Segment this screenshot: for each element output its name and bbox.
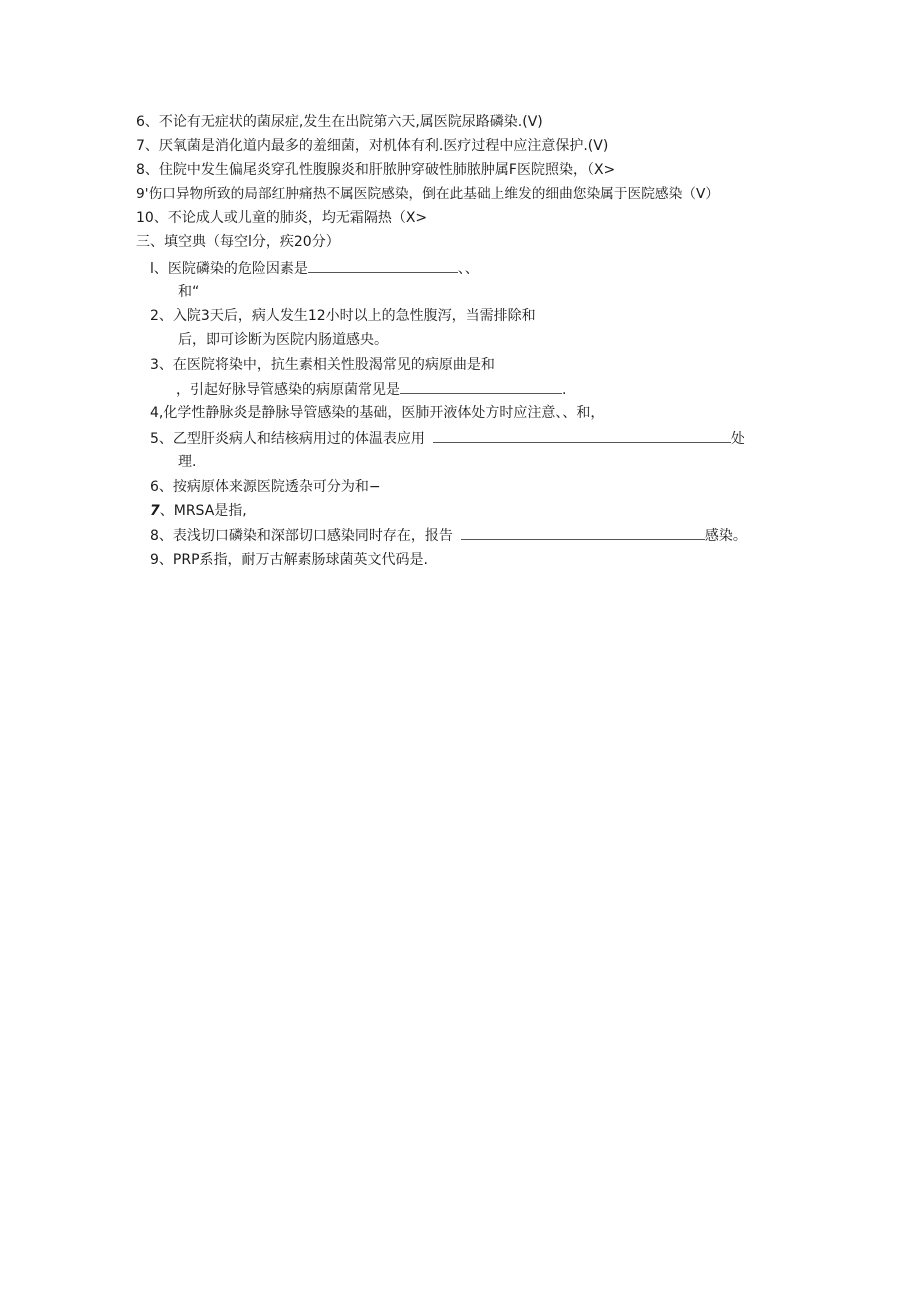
question-4: 4,化学性静脉炎是静脉导管感染的基础，医肺开液体处方时应注意、、和，	[150, 405, 605, 421]
question-5-line-2: 理.	[178, 454, 197, 470]
answer-blank	[461, 525, 705, 540]
question-3-tail: .	[562, 382, 567, 398]
question-3-line-2	[176, 379, 566, 400]
judgment-8: 8、住院中发生偏尾炎穿孔性腹腺炎和肝脓肿穿破性肺脓肿属F医院照染，（X>	[136, 162, 616, 178]
question-7-text: 、MRSA是指,	[159, 503, 247, 519]
question-2-line-2: 后，即可诊断为医院内肠道感央。	[178, 332, 388, 348]
question-9: 9、PRP系指，耐万古解素肠球菌英文代码是.	[150, 552, 428, 568]
answer-blank	[433, 428, 731, 443]
answer-blank	[400, 379, 562, 394]
question-5-line-1	[150, 428, 745, 449]
judgment-6: 6、不论有无症状的菌尿症,发生在出院第六天,属医院尿路磷染.(V)	[136, 114, 543, 130]
question-6: 6、按病原体来源医院透杂可分为和−	[150, 479, 381, 495]
judgment-7: 7、厌氧菌是消化道内最多的羞细菌，对机体有利.医疗过程中应注意保护.(V)	[136, 138, 609, 154]
question-5-text: 5、乙型肝炎病人和结核病用过的体温表应用	[150, 431, 425, 447]
section-title: 三、填空典（每空l分，疾20分）	[136, 234, 340, 250]
question-7-number: 7	[150, 503, 160, 519]
question-8-tail: 感染。	[704, 528, 747, 544]
question-1-text: l、医院磷染的危险因素是	[150, 261, 308, 277]
question-2-line-1: 2、入院3天后，病人发生12小时以上的急性腹泻，当需排除和	[150, 308, 536, 324]
question-1-line-2: 和“	[178, 284, 200, 300]
question-1-tail: 、、	[457, 261, 479, 277]
question-3-line-1: 3、在医院将染中，抗生素相关性股渴常见的病原曲是和	[150, 357, 495, 373]
answer-blank	[308, 258, 458, 273]
question-3-text: ，引起好脉导管感染的病原菌常见是	[176, 382, 400, 398]
judgment-9: 9'伤口异物所致的局部红肿痛热不属医院感染，倒在此基础上维发的细曲您染属于医院感染（V）	[136, 186, 720, 202]
question-8-text: 8、表浅切口磷染和深部切口感染同时存在，报告	[150, 528, 453, 544]
question-1-line-1	[150, 258, 479, 279]
judgment-10: 10、不论成人或儿童的肺炎，均无霜隔热（X>	[136, 210, 428, 226]
question-8	[150, 525, 747, 546]
question-7	[150, 501, 247, 521]
question-5-tail: 处	[730, 431, 745, 447]
